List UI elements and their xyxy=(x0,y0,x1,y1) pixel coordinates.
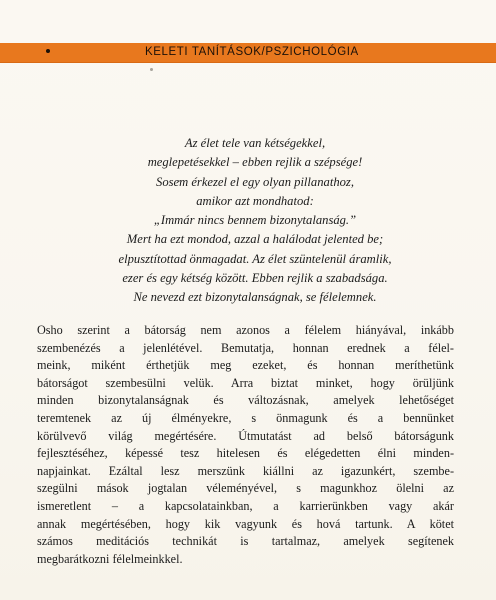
description-line: meink, miként érthetjük meg ezeket, és honnan meríthetünk xyxy=(37,358,454,373)
category-label: KELETI TANÍTÁSOK/PSZICHOLÓGIA xyxy=(145,46,359,58)
quote-line: ezer és egy kétség között. Ebben rejlik a szabadsága. xyxy=(122,271,388,286)
description-line: fejlesztéséhez, képessé tesz hitelesen és elégedetten élni minden- xyxy=(37,446,454,461)
quote-line: elpusztítottad önmagadat. Az élet szüntelenül áramlik, xyxy=(118,251,392,266)
quote-line: amikor azt mondhatod: xyxy=(196,193,314,208)
description-line: minden bizonytalanságnak és változásnak, amelyek lehetőséget xyxy=(37,393,454,408)
category-banner xyxy=(0,43,496,62)
quote-line: Az élet tele van kétségekkel, xyxy=(184,136,326,150)
description-line: Osho szerint a bátorság nem azonos a félelem hiányával, inkább xyxy=(37,323,454,337)
description-line: napjainkat. Ezáltal lesz merszünk kiállni az igazunkért, szembe- xyxy=(37,463,454,478)
quote-line: Mert ha ezt mondod, azzal a halálodat jelented be; xyxy=(126,232,384,247)
quote-line: Sosem érkezel el egy olyan pillanathoz, xyxy=(156,174,354,189)
description-line: körülvevő világ megértésére. Útmutatást ad belső bátorságunk xyxy=(37,428,454,443)
description-line: megbarátkozni félelmeinkkel. xyxy=(37,551,183,566)
description-line: szegülni mások jogtalan véleményével, s magunkhoz ölelni az xyxy=(37,481,454,496)
paper-speck xyxy=(150,68,153,71)
quote-line: Ne nevezd ezt bizonytalanságnak, se félelemnek. xyxy=(133,290,377,305)
description-line: teremtenek az új élményekre, s önmagunk és a bennünket xyxy=(37,410,454,425)
description-line: ismeretlent – a kapcsolatainkban, a karrierünkben vagy akár xyxy=(37,498,454,513)
book-description xyxy=(37,322,454,568)
quote-line: „Immár nincs bennem bizonytalanság.” xyxy=(153,213,357,228)
epigraph-quote xyxy=(60,134,450,308)
quote-line: meglepetésekkel – ebben rejlik a szépsége! xyxy=(147,155,363,170)
bullet-dot xyxy=(46,49,50,53)
description-line: bátorságot szembesülni velük. Arra biztat minket, hogy örüljünk xyxy=(37,375,454,390)
description-line: szembenézés a jelenlétével. Bemutatja, honnan erednek a félel- xyxy=(37,340,454,355)
description-line: annak megértésében, hogy kik vagyunk és hová tartunk. A kötet xyxy=(37,516,454,531)
description-line: számos meditációs technikát is tartalmaz, amelyek segítenek xyxy=(37,534,454,549)
